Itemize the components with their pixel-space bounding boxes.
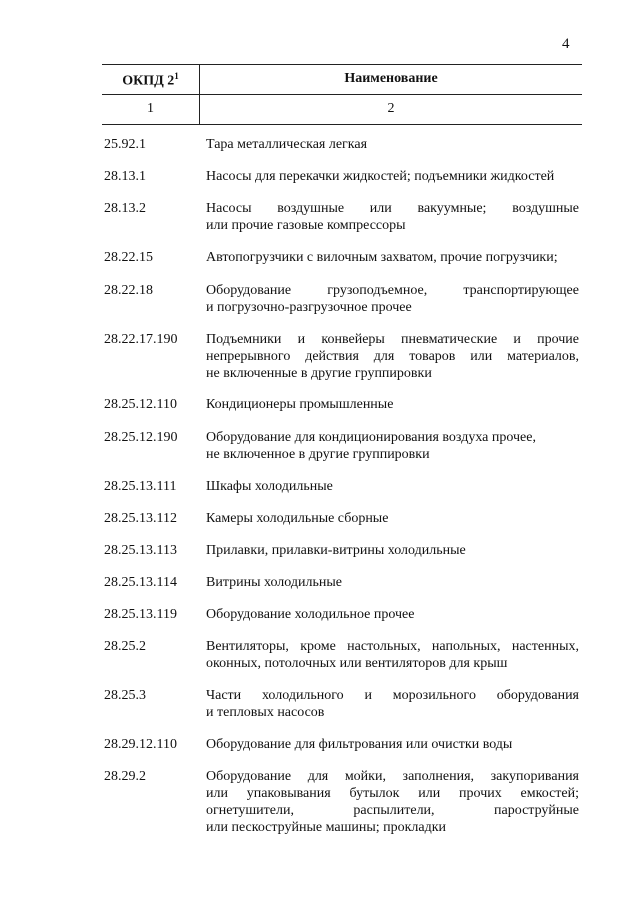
table-header-bottom-border [102, 124, 582, 125]
row-name-line: Витрины холодильные [206, 575, 342, 590]
header-code [102, 71, 199, 90]
header-name: Наименование [344, 71, 438, 86]
row-code: 25.92.1 [104, 137, 146, 152]
row-code: 28.25.13.113 [104, 543, 177, 558]
row-name-line: непрерывного действия для товаров или материалов, [206, 349, 579, 364]
row-name-line: Тара металлическая легкая [206, 137, 368, 152]
row-name-line: огнетушители, распылители, пароструйные [206, 803, 579, 818]
row-code: 28.25.12.110 [104, 397, 177, 412]
row-name [206, 429, 579, 463]
row-name-line: и погрузочно-разгрузочное прочее [206, 300, 412, 315]
row-name [206, 510, 579, 527]
row-name-line: Насосы воздушные или вакуумные; воздушные [206, 201, 579, 216]
row-name-line: Прилавки, прилавки-витрины холодильные [206, 543, 466, 558]
row-name-line: Оборудование холодильное прочее [206, 607, 415, 622]
row-code: 28.29.2 [104, 769, 146, 784]
row-name [206, 168, 579, 185]
row-name [206, 249, 579, 266]
row-code: 28.29.12.110 [104, 737, 177, 752]
header-divider [102, 94, 582, 95]
row-code: 28.13.2 [104, 201, 146, 216]
row-name-line: Оборудование для кондиционирования воздуха прочее, [206, 430, 536, 445]
row-name-line: Оборудование для фильтрования или очистки воды [206, 737, 513, 752]
row-name-line: не включенные в другие группировки [206, 366, 432, 381]
row-name [206, 136, 579, 153]
row-code: 28.25.13.112 [104, 511, 177, 526]
row-name-line: Автопогрузчики с вилочным захватом, прочие погрузчики; [206, 250, 558, 265]
row-name [206, 331, 579, 382]
row-name [206, 606, 579, 623]
row-name-line: не включенное в другие группировки [206, 447, 430, 462]
row-code: 28.22.18 [104, 283, 153, 298]
row-name-line: Кондиционеры промышленные [206, 397, 394, 412]
row-name-line: или упаковывания бутылок или прочих емкостей; [206, 786, 579, 801]
row-name [206, 478, 579, 495]
column-number-code: 1 [147, 101, 154, 116]
row-name-line: Подъемники и конвейеры пневматические и прочие [206, 332, 579, 347]
row-code: 28.25.13.114 [104, 575, 177, 590]
row-name-line: Насосы для перекачки жидкостей; подъемники жидкостей [206, 169, 555, 184]
row-name [206, 768, 579, 836]
row-name-line: или прочие газовые компрессоры [206, 218, 406, 233]
row-code: 28.25.3 [104, 688, 146, 703]
row-name [206, 200, 579, 234]
row-name [206, 574, 579, 591]
row-name [206, 396, 579, 413]
row-name-line: или пескоструйные машины; прокладки [206, 820, 447, 835]
row-name-line: Оборудование грузоподъемное, транспортирующее [206, 283, 579, 298]
row-code: 28.13.1 [104, 169, 146, 184]
row-code: 28.22.15 [104, 250, 153, 265]
row-name [206, 687, 579, 721]
row-code: 28.25.2 [104, 639, 146, 654]
row-name-line: Камеры холодильные сборные [206, 511, 389, 526]
row-name-line: Части холодильного и морозильного оборудования [206, 688, 579, 703]
row-name-line: Вентиляторы, кроме настольных, напольных, настенных, [206, 639, 579, 654]
header-code-footnote: 1 [174, 71, 179, 81]
row-code: 28.25.13.119 [104, 607, 177, 622]
row-name [206, 542, 579, 559]
row-name-line: Шкафы холодильные [206, 479, 333, 494]
row-name-line: оконных, потолочных или вентиляторов для крыш [206, 656, 508, 671]
page-number: 4 [562, 36, 570, 52]
row-name [206, 736, 579, 753]
table-top-border [102, 64, 582, 65]
row-name [206, 638, 579, 672]
row-code: 28.25.12.190 [104, 430, 178, 445]
row-code: 28.25.13.111 [104, 479, 177, 494]
row-name [206, 282, 579, 316]
header-code-text: ОКПД 2 [122, 73, 175, 89]
row-code: 28.22.17.190 [104, 332, 178, 347]
row-name-line: Оборудование для мойки, заполнения, закупоривания [206, 769, 579, 784]
row-name-line: и тепловых насосов [206, 705, 325, 720]
column-number-name: 2 [387, 101, 395, 116]
